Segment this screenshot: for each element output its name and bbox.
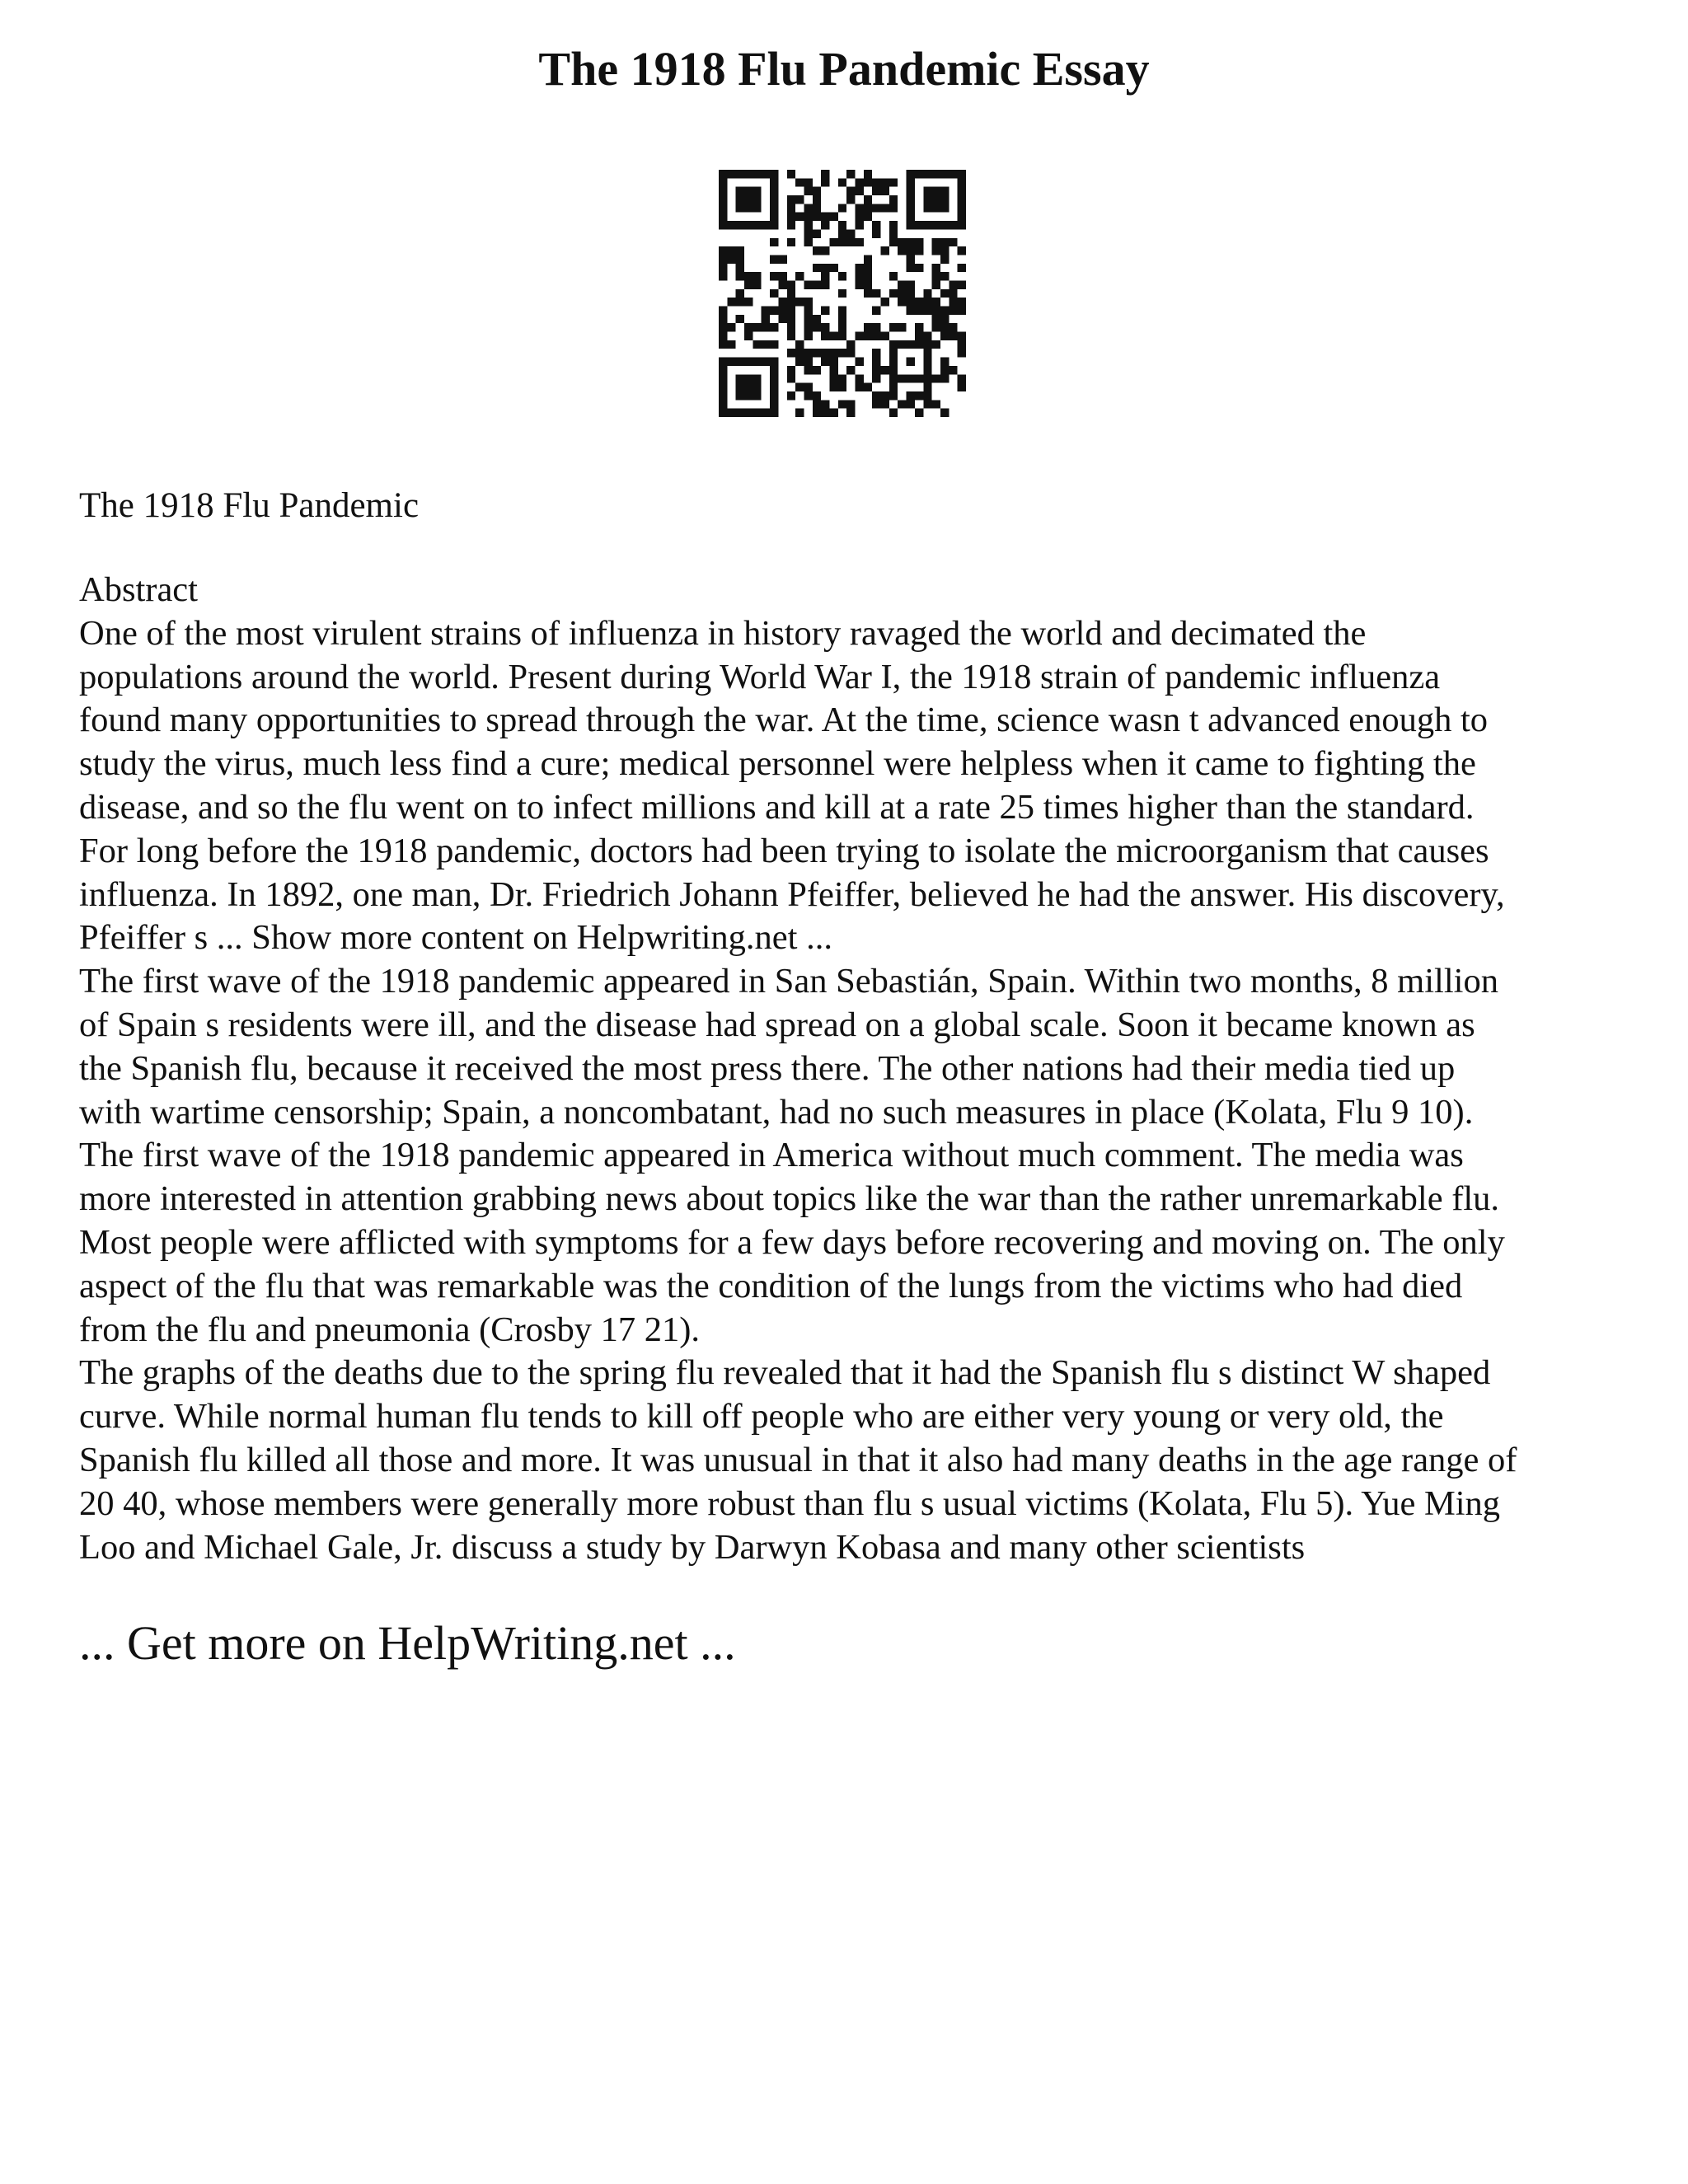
body-line: study the virus, much less find a cure; medical personnel were helpless when it came to fighting the [79, 744, 1476, 784]
body-line: For long before the 1918 pandemic, doctors had been trying to isolate the microorganism that causes [79, 831, 1489, 870]
body-line: influenza. In 1892, one man, Dr. Friedrich Johann Pfeiffer, believed he had the answer. His discovery, [79, 874, 1505, 914]
body-line: curve. While normal human flu tends to kill off people who are either very young or very old, the [79, 1397, 1444, 1436]
body-line: found many opportunities to spread through the war. At the time, science wasn t advanced enough to [79, 701, 1489, 740]
body-line: The first wave of the 1918 pandemic appeared in America without much comment. The media was [79, 1136, 1464, 1175]
document-title: The 1918 Flu Pandemic Essay [538, 42, 1150, 96]
essay-body [79, 569, 1645, 1569]
get-more-link[interactable]: ... Get more on HelpWriting.net ... [79, 1616, 736, 1670]
body-line: One of the most virulent strains of influenza in history ravaged the world and decimated the [79, 613, 1367, 653]
body-line: The graphs of the deaths due to the spring flu revealed that it had the Spanish flu s distinct W shaped [79, 1353, 1491, 1393]
body-line: with wartime censorship; Spain, a noncombatant, had no such measures in place (Kolata, Flu 9 10). [79, 1092, 1474, 1132]
body-line: the Spanish flu, because it received the most press there. The other nations had their media tied up [79, 1048, 1456, 1088]
body-line: Spanish flu killed all those and more. It was unusual in that it also had many deaths in the age range of [79, 1440, 1517, 1479]
qr-code-icon[interactable] [719, 170, 966, 417]
body-line: more interested in attention grabbing news about topics like the war than the rather unremarkable flu. [79, 1179, 1500, 1219]
essay-subtitle: The 1918 Flu Pandemic [79, 486, 420, 525]
body-line: Loo and Michael Gale, Jr. discuss a study by Darwyn Kobasa and many other scientists [79, 1527, 1306, 1567]
body-line: from the flu and pneumonia (Crosby 17 21). [79, 1310, 701, 1349]
body-line: populations around the world. Present during World War I, the 1918 strain of pandemic influenza [79, 657, 1441, 696]
body-line: of Spain s residents were ill, and the disease had spread on a global scale. Soon it became known as [79, 1005, 1475, 1044]
body-line: Most people were afflicted with symptoms for a few days before recovering and moving on. The only [79, 1222, 1505, 1262]
body-line: disease, and so the flu went on to infect millions and kill at a rate 25 times higher than the standard. [79, 787, 1475, 827]
abstract-heading: Abstract [79, 570, 198, 609]
show-more-line[interactable]: Pfeiffer s ... Show more content on Helpwriting.net ... [79, 918, 832, 958]
body-line: 20 40, whose members were generally more robust than flu s usual victims (Kolata, Flu 5). Yue Ming [79, 1483, 1501, 1523]
body-line: aspect of the flu that was remarkable was the condition of the lungs from the victims who had died [79, 1266, 1463, 1305]
body-line: The first wave of the 1918 pandemic appeared in San Sebastián, Spain. Within two months, 8 million [79, 962, 1498, 1001]
